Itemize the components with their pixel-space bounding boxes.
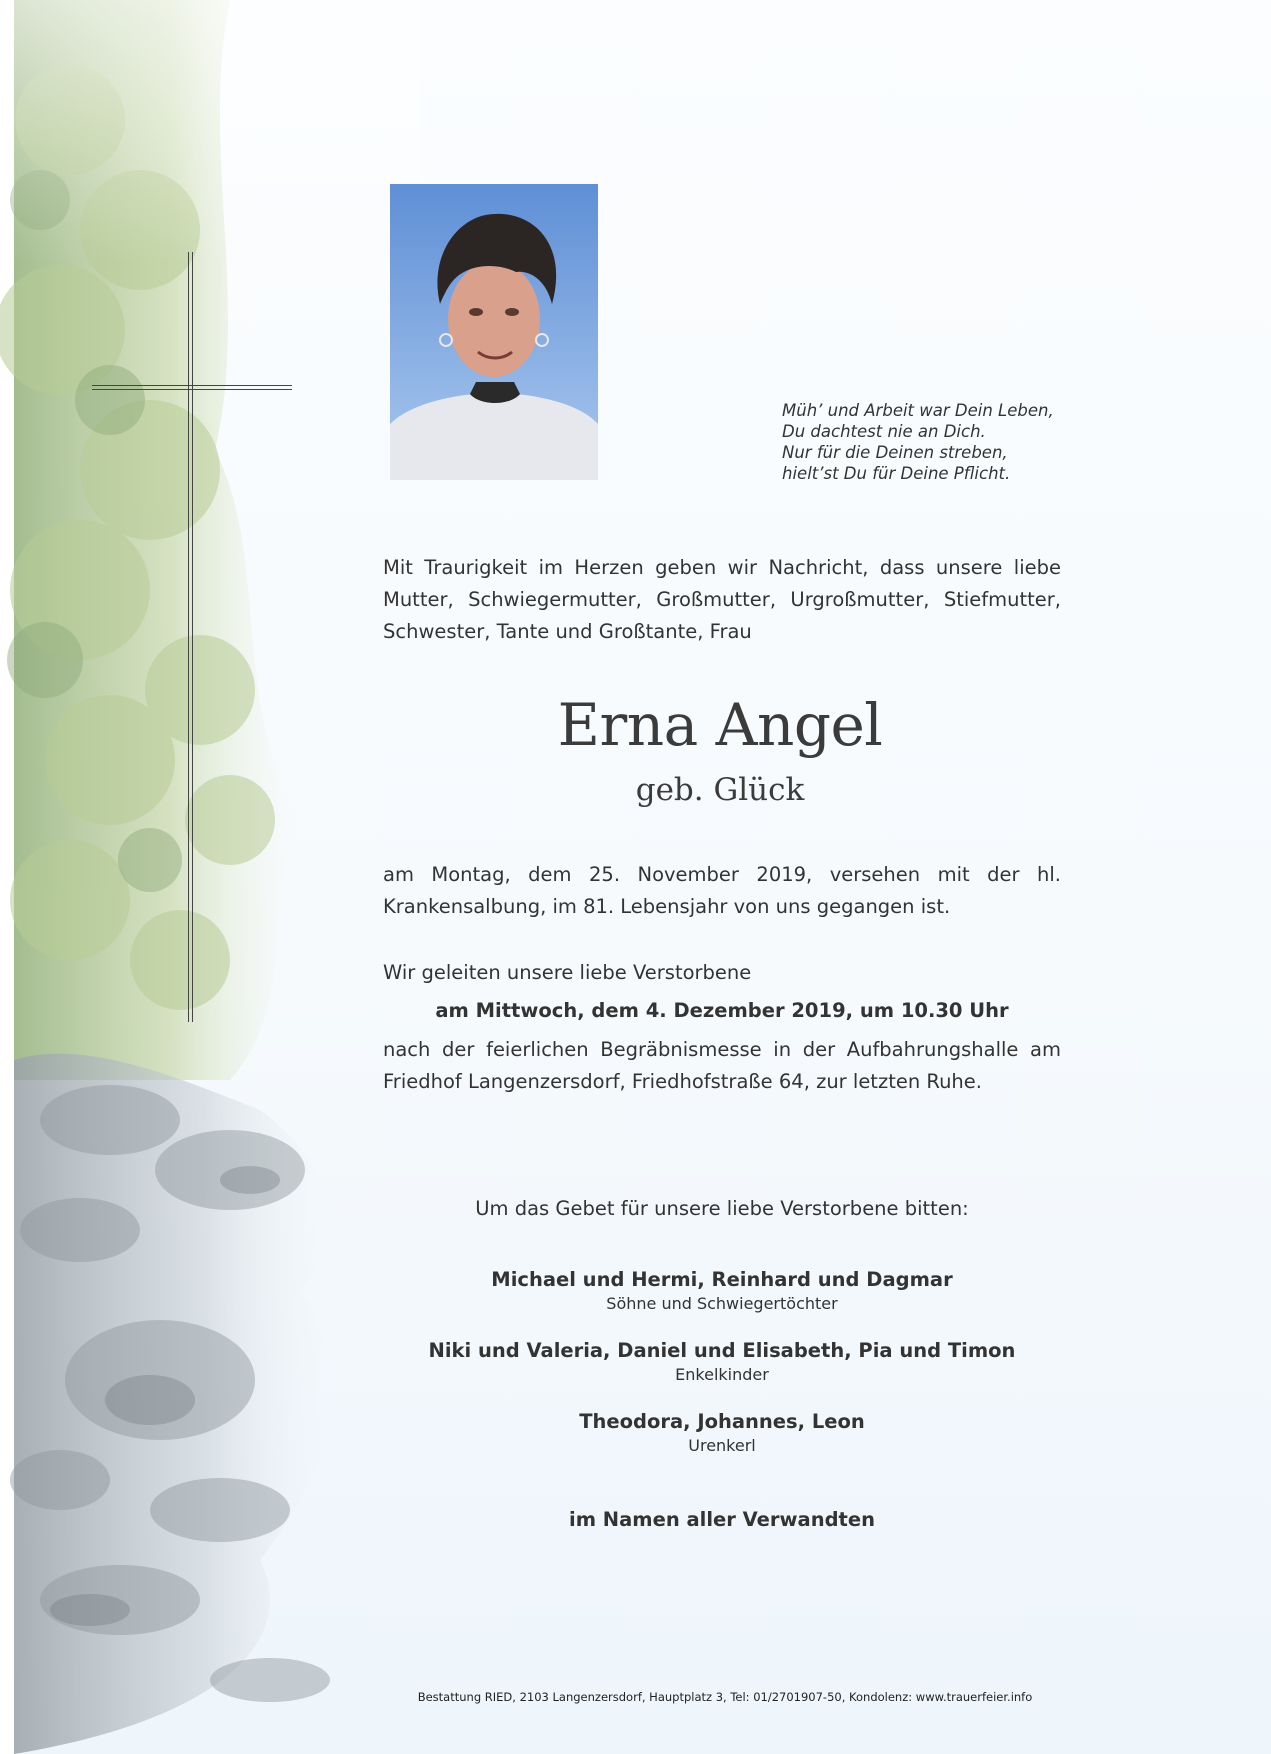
- funeral-date: am Mittwoch, dem 4. Dezember 2019, um 10.30 Uhr: [435, 999, 1009, 1022]
- mourner-group: [383, 1337, 1061, 1385]
- announcement-intro: Mit Traurigkeit im Herzen geben wir Nachricht, dass unsere liebe Mutter, Schwiegermutter, Großmutter, Urgroßmutter, Stiefmutter, Schwester, Tante und Großtante, Frau: [383, 556, 1061, 643]
- mourner-names: Niki und Valeria, Daniel und Elisabeth, Pia und Timon: [428, 1339, 1016, 1362]
- funeral-place: nach der feierlichen Begräbnismesse in der Aufbahrungshalle am Friedhof Langenzersdorf, Friedhofstraße 64, zur letzten Ruhe.: [383, 1038, 1061, 1093]
- mourner-names: Theodora, Johannes, Leon: [579, 1410, 865, 1433]
- poem-line: Nur für die Deinen streben,: [782, 443, 1008, 462]
- mourner-group: [383, 1266, 1061, 1314]
- poem-line: Du dachtest nie an Dich.: [782, 422, 986, 441]
- poem-line: hielt’st Du für Deine Pflicht.: [782, 464, 1011, 483]
- prayer-request: Um das Gebet für unsere liebe Verstorbene bitten:: [475, 1197, 969, 1220]
- footer-funeral-home: Bestattung RIED, 2103 Langenzersdorf, Hauptplatz 3, Tel: 01/2701907-50, Kondolenz: www.trauerfeier.info: [417, 1690, 1033, 1704]
- funeral-intro: Wir geleiten unsere liebe Verstorbene: [383, 961, 752, 984]
- all-relatives: im Namen aller Verwandten: [569, 1508, 875, 1531]
- nature-background: [0, 0, 420, 1754]
- mourner-relation: Söhne und Schwiegertöchter: [606, 1294, 838, 1313]
- mourner-relation: Urenkerl: [688, 1436, 756, 1455]
- mourner-group: [383, 1408, 1061, 1456]
- poem-verse: [782, 400, 1082, 484]
- cross-vertical-beam: [188, 252, 193, 1022]
- cross-horizontal-beam: [92, 385, 292, 390]
- mourner-relation: Enkelkinder: [675, 1365, 769, 1384]
- portrait-photo: [390, 184, 598, 480]
- mourner-names: Michael und Hermi, Reinhard und Dagmar: [491, 1268, 953, 1291]
- poem-line: Müh’ und Arbeit war Dein Leben,: [782, 401, 1054, 420]
- maiden-name: geb. Glück: [635, 772, 805, 808]
- passing-statement: am Montag, dem 25. November 2019, versehen mit der hl. Krankensalbung, im 81. Lebensjahr von uns gegangen ist.: [383, 863, 1061, 918]
- deceased-name: Erna Angel: [557, 691, 883, 759]
